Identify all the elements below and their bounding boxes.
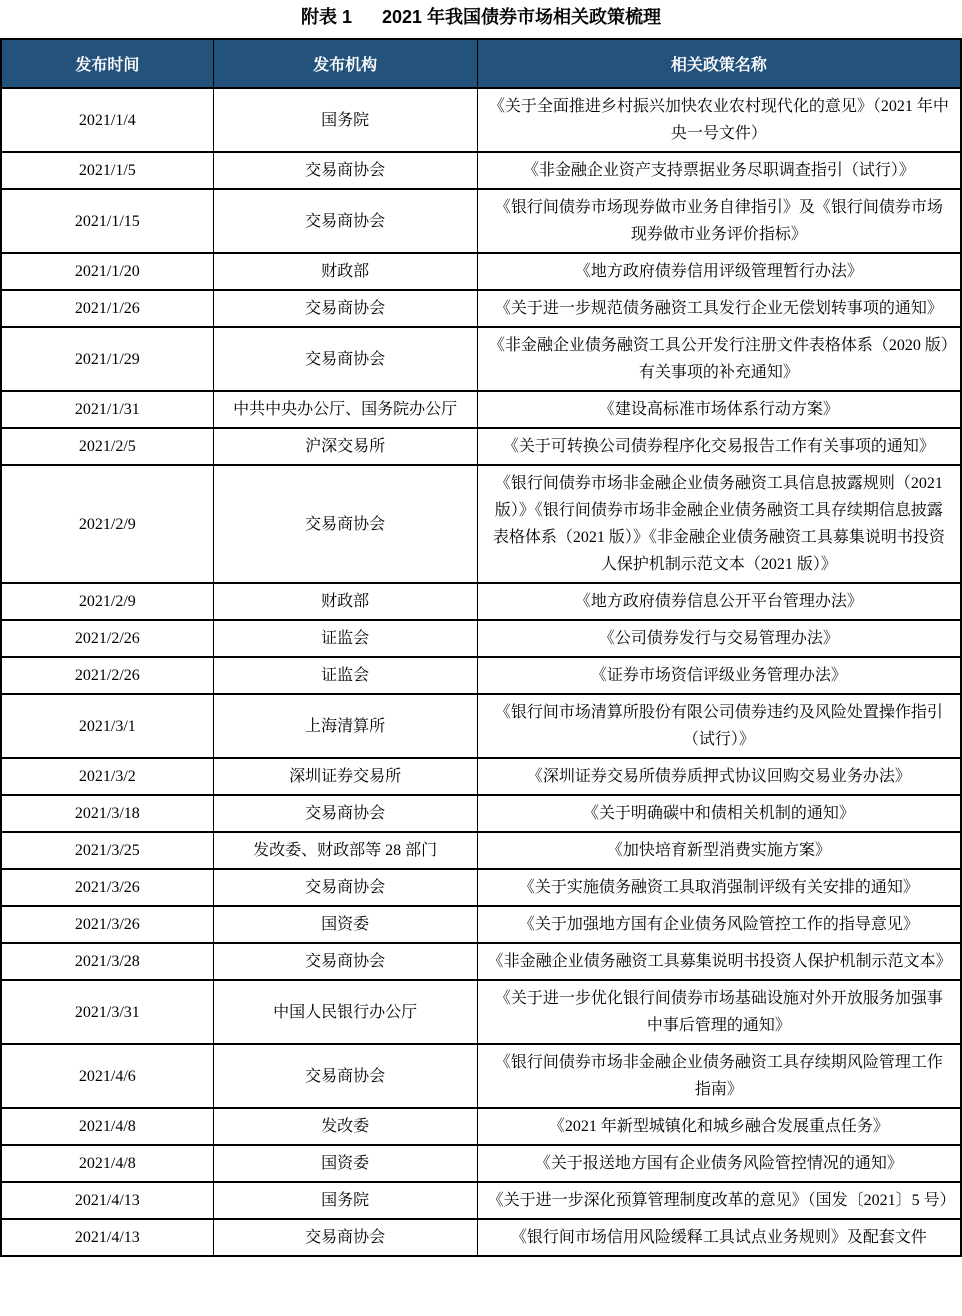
table-row [1, 694, 961, 758]
cell-publish-date: 2021/2/9 [1, 583, 213, 620]
cell-publish-date: 2021/1/5 [1, 152, 213, 189]
cell-publish-org: 上海清算所 [213, 694, 477, 758]
cell-policy-name: 《建设高标准市场体系行动方案》 [477, 391, 961, 428]
cell-publish-date: 2021/3/18 [1, 795, 213, 832]
table-row [1, 980, 961, 1044]
cell-policy-name: 《深圳证券交易所债券质押式协议回购交易业务办法》 [477, 758, 961, 795]
cell-publish-date: 2021/1/26 [1, 290, 213, 327]
cell-policy-name: 《关于进一步深化预算管理制度改革的意见》（国发〔2021〕5 号） [477, 1182, 961, 1219]
table-header [1, 39, 961, 88]
cell-policy-name: 《关于实施债务融资工具取消强制评级有关安排的通知》 [477, 869, 961, 906]
cell-policy-name: 《地方政府债券信息公开平台管理办法》 [477, 583, 961, 620]
cell-publish-date: 2021/3/26 [1, 869, 213, 906]
table-title-label: 附表 1 [300, 7, 352, 27]
cell-policy-name: 《关于加强地方国有企业债务风险管控工作的指导意见》 [477, 906, 961, 943]
cell-policy-name: 《关于明确碳中和债相关机制的通知》 [477, 795, 961, 832]
cell-publish-date: 2021/2/26 [1, 620, 213, 657]
cell-publish-date: 2021/3/26 [1, 906, 213, 943]
cell-publish-org: 交易商协会 [213, 943, 477, 980]
cell-publish-date: 2021/1/31 [1, 391, 213, 428]
cell-publish-org: 交易商协会 [213, 869, 477, 906]
cell-policy-name: 《银行间债券市场非金融企业债务融资工具信息披露规则（2021 版）》《银行间债券市场非金融企业债务融资工具存续期信息披露表格体系（2021 版）》《非金融企业债务融资工具募集说明书投资人保护机制示范文本（2021 版）》 [477, 465, 961, 583]
table-row [1, 253, 961, 290]
table-row [1, 869, 961, 906]
cell-publish-date: 2021/4/13 [1, 1219, 213, 1256]
table-row [1, 327, 961, 391]
header-publish-org: 发布机构 [213, 39, 477, 88]
cell-policy-name: 《关于进一步规范债务融资工具发行企业无偿划转事项的通知》 [477, 290, 961, 327]
table-row [1, 832, 961, 869]
cell-publish-org: 发改委、财政部等 28 部门 [213, 832, 477, 869]
cell-policy-name: 《关于可转换公司债券程序化交易报告工作有关事项的通知》 [477, 428, 961, 465]
cell-publish-org: 证监会 [213, 657, 477, 694]
cell-policy-name: 《关于进一步优化银行间债券市场基础设施对外开放服务加强事中事后管理的通知》 [477, 980, 961, 1044]
cell-publish-date: 2021/3/2 [1, 758, 213, 795]
table-title-text: 2021 年我国债券市场相关政策梳理 [381, 7, 662, 27]
cell-publish-org: 交易商协会 [213, 189, 477, 253]
cell-publish-org: 交易商协会 [213, 327, 477, 391]
table-row [1, 391, 961, 428]
cell-publish-date: 2021/1/4 [1, 88, 213, 152]
table-row [1, 290, 961, 327]
cell-publish-date: 2021/4/13 [1, 1182, 213, 1219]
cell-publish-org: 中国人民银行办公厅 [213, 980, 477, 1044]
cell-policy-name: 《地方政府债券信用评级管理暂行办法》 [477, 253, 961, 290]
cell-publish-date: 2021/4/6 [1, 1044, 213, 1108]
cell-policy-name: 《非金融企业债务融资工具募集说明书投资人保护机制示范文本》 [477, 943, 961, 980]
cell-publish-org: 财政部 [213, 583, 477, 620]
table-row [1, 152, 961, 189]
cell-publish-date: 2021/3/31 [1, 980, 213, 1044]
cell-publish-org: 国资委 [213, 906, 477, 943]
table-row [1, 795, 961, 832]
header-policy-name: 相关政策名称 [477, 39, 961, 88]
table-row [1, 189, 961, 253]
cell-publish-org: 中共中央办公厅、国务院办公厅 [213, 391, 477, 428]
cell-policy-name: 《加快培育新型消费实施方案》 [477, 832, 961, 869]
cell-publish-org: 交易商协会 [213, 290, 477, 327]
cell-policy-name: 《银行间债券市场非金融企业债务融资工具存续期风险管理工作指南》 [477, 1044, 961, 1108]
cell-publish-date: 2021/3/1 [1, 694, 213, 758]
table-body [1, 88, 961, 1256]
cell-publish-org: 财政部 [213, 253, 477, 290]
cell-publish-org: 国务院 [213, 1182, 477, 1219]
table-row [1, 1219, 961, 1256]
table-row [1, 428, 961, 465]
table-row [1, 1108, 961, 1145]
cell-publish-date: 2021/2/26 [1, 657, 213, 694]
cell-publish-org: 证监会 [213, 620, 477, 657]
cell-publish-org: 交易商协会 [213, 152, 477, 189]
cell-policy-name: 《银行间市场清算所股份有限公司债券违约及风险处置操作指引（试行）》 [477, 694, 961, 758]
cell-policy-name: 《公司债券发行与交易管理办法》 [477, 620, 961, 657]
table-row [1, 583, 961, 620]
cell-publish-org: 交易商协会 [213, 1044, 477, 1108]
cell-policy-name: 《关于全面推进乡村振兴加快农业农村现代化的意见》（2021 年中央一号文件） [477, 88, 961, 152]
table-row [1, 943, 961, 980]
cell-publish-date: 2021/3/25 [1, 832, 213, 869]
table-title [0, 0, 962, 38]
table-row [1, 620, 961, 657]
cell-publish-org: 国务院 [213, 88, 477, 152]
cell-publish-date: 2021/1/15 [1, 189, 213, 253]
policy-table [0, 38, 962, 1257]
cell-publish-date: 2021/4/8 [1, 1145, 213, 1182]
table-row [1, 906, 961, 943]
table-row [1, 1182, 961, 1219]
header-publish-date: 发布时间 [1, 39, 213, 88]
table-row [1, 1145, 961, 1182]
cell-policy-name: 《银行间债券市场现券做市业务自律指引》及《银行间债券市场现券做市业务评价指标》 [477, 189, 961, 253]
cell-policy-name: 《关于报送地方国有企业债务风险管控情况的通知》 [477, 1145, 961, 1182]
table-row [1, 465, 961, 583]
cell-policy-name: 《银行间市场信用风险缓释工具试点业务规则》及配套文件 [477, 1219, 961, 1256]
cell-publish-org: 交易商协会 [213, 795, 477, 832]
cell-publish-org: 国资委 [213, 1145, 477, 1182]
cell-publish-date: 2021/3/28 [1, 943, 213, 980]
table-row [1, 758, 961, 795]
cell-publish-org: 交易商协会 [213, 1219, 477, 1256]
cell-publish-date: 2021/2/9 [1, 465, 213, 583]
cell-policy-name: 《2021 年新型城镇化和城乡融合发展重点任务》 [477, 1108, 961, 1145]
cell-publish-org: 交易商协会 [213, 465, 477, 583]
cell-publish-org: 发改委 [213, 1108, 477, 1145]
cell-policy-name: 《非金融企业债务融资工具公开发行注册文件表格体系（2020 版）有关事项的补充通知》 [477, 327, 961, 391]
table-row [1, 657, 961, 694]
table-row [1, 88, 961, 152]
cell-policy-name: 《非金融企业资产支持票据业务尽职调查指引（试行）》 [477, 152, 961, 189]
cell-publish-org: 深圳证券交易所 [213, 758, 477, 795]
table-row [1, 1044, 961, 1108]
cell-publish-org: 沪深交易所 [213, 428, 477, 465]
cell-publish-date: 2021/1/29 [1, 327, 213, 391]
cell-publish-date: 2021/2/5 [1, 428, 213, 465]
header-row [1, 39, 961, 88]
cell-publish-date: 2021/4/8 [1, 1108, 213, 1145]
cell-publish-date: 2021/1/20 [1, 253, 213, 290]
cell-policy-name: 《证券市场资信评级业务管理办法》 [477, 657, 961, 694]
